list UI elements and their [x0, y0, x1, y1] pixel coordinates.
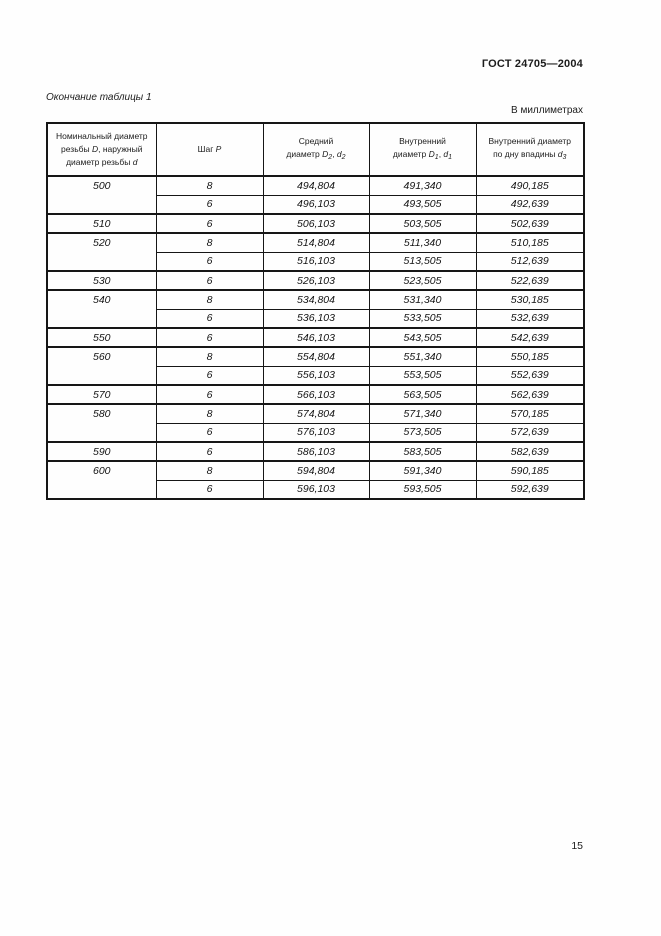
cell-root-diameter: 550,185 [476, 347, 584, 366]
page-number: 15 [571, 840, 583, 852]
cell-nominal-diameter: 600 [47, 461, 156, 499]
cell-pitch: 8 [156, 347, 263, 366]
table-row [47, 404, 584, 423]
cell-pitch-diameter: 576,103 [263, 423, 369, 442]
cell-nominal-diameter: 510 [47, 214, 156, 233]
cell-pitch-diameter: 536,103 [263, 309, 369, 328]
cell-pitch: 6 [156, 328, 263, 347]
cell-pitch-diameter: 574,804 [263, 404, 369, 423]
cell-minor-diameter: 563,505 [369, 385, 476, 404]
cell-minor-diameter: 583,505 [369, 442, 476, 461]
header-text: Номинальный диаметр [55, 130, 148, 141]
symbol-subscript: 1 [448, 154, 453, 162]
cell-minor-diameter: 511,340 [369, 233, 476, 252]
cell-pitch: 8 [156, 290, 263, 309]
cell-nominal-diameter: 540 [47, 290, 156, 328]
cell-nominal-diameter: 530 [47, 271, 156, 290]
table-row [47, 290, 584, 309]
cell-pitch: 6 [156, 385, 263, 404]
table-row [47, 442, 584, 461]
cell-pitch-diameter: 494,804 [263, 176, 369, 195]
header-pitch [156, 123, 263, 176]
header-text: по дну впадины [493, 149, 558, 160]
cell-pitch: 6 [156, 423, 263, 442]
cell-minor-diameter: 503,505 [369, 214, 476, 233]
symbol-letter: d [557, 149, 563, 160]
page-content [46, 0, 583, 936]
symbol-letter: D [322, 149, 329, 160]
header-text: резьбы [61, 143, 92, 154]
cell-pitch-diameter: 546,103 [263, 328, 369, 347]
symbol-letter: d [443, 149, 449, 160]
cell-minor-diameter: 523,505 [369, 271, 476, 290]
header-text: Внутренний [399, 135, 446, 146]
table-continuation-note: Окончание таблицы 1 [46, 92, 152, 103]
table-row [47, 271, 584, 290]
cell-root-diameter: 492,639 [476, 195, 584, 214]
cell-minor-diameter: 493,505 [369, 195, 476, 214]
symbol-letter: d [336, 149, 342, 160]
header-root-diameter [476, 123, 584, 176]
cell-pitch-diameter: 526,103 [263, 271, 369, 290]
cell-root-diameter: 542,639 [476, 328, 584, 347]
table-row [47, 214, 584, 233]
cell-pitch-diameter: 516,103 [263, 252, 369, 271]
cell-root-diameter: 570,185 [476, 404, 584, 423]
cell-pitch: 6 [156, 480, 263, 499]
header-text: Внутренний диаметр [488, 135, 572, 146]
cell-nominal-diameter: 580 [47, 404, 156, 442]
cell-pitch: 6 [156, 195, 263, 214]
table-body [47, 176, 584, 499]
header-text: Средний [298, 135, 334, 146]
header-text: диаметр [286, 149, 323, 160]
cell-pitch: 6 [156, 309, 263, 328]
header-minor-diameter [369, 123, 476, 176]
cell-root-diameter: 572,639 [476, 423, 584, 442]
cell-nominal-diameter: 570 [47, 385, 156, 404]
cell-root-diameter: 530,185 [476, 290, 584, 309]
cell-root-diameter: 590,185 [476, 461, 584, 480]
header-text: , [332, 149, 337, 160]
cell-pitch-diameter: 534,804 [263, 290, 369, 309]
cell-nominal-diameter: 550 [47, 328, 156, 347]
table-row [47, 347, 584, 366]
cell-minor-diameter: 571,340 [369, 404, 476, 423]
cell-root-diameter: 522,639 [476, 271, 584, 290]
cell-pitch: 8 [156, 233, 263, 252]
cell-pitch: 6 [156, 442, 263, 461]
cell-nominal-diameter: 590 [47, 442, 156, 461]
symbol-subscript: 1 [434, 154, 439, 162]
cell-pitch-diameter: 586,103 [263, 442, 369, 461]
cell-root-diameter: 552,639 [476, 366, 584, 385]
symbol-letter: d [132, 157, 138, 168]
cell-minor-diameter: 551,340 [369, 347, 476, 366]
cell-pitch-diameter: 594,804 [263, 461, 369, 480]
cell-root-diameter: 512,639 [476, 252, 584, 271]
table-header [47, 123, 584, 176]
symbol-letter: D [428, 149, 435, 160]
cell-minor-diameter: 491,340 [369, 176, 476, 195]
cell-minor-diameter: 543,505 [369, 328, 476, 347]
cell-minor-diameter: 593,505 [369, 480, 476, 499]
cell-nominal-diameter: 500 [47, 176, 156, 214]
header-text: , [438, 149, 444, 160]
cell-pitch-diameter: 496,103 [263, 195, 369, 214]
cell-minor-diameter: 531,340 [369, 290, 476, 309]
cell-root-diameter: 502,639 [476, 214, 584, 233]
cell-pitch-diameter: 556,103 [263, 366, 369, 385]
cell-pitch: 8 [156, 461, 263, 480]
doc-number-heading: ГОСТ 24705—2004 [481, 58, 583, 70]
cell-pitch-diameter: 506,103 [263, 214, 369, 233]
units-note: В миллиметрах [511, 105, 583, 116]
cell-root-diameter: 532,639 [476, 309, 584, 328]
cell-pitch: 6 [156, 214, 263, 233]
table-row [47, 328, 584, 347]
table-row [47, 233, 584, 252]
cell-pitch: 8 [156, 176, 263, 195]
cell-pitch-diameter: 554,804 [263, 347, 369, 366]
cell-pitch: 6 [156, 366, 263, 385]
table-row [47, 385, 584, 404]
cell-pitch-diameter: 596,103 [263, 480, 369, 499]
cell-nominal-diameter: 520 [47, 233, 156, 271]
header-pitch-diameter [263, 123, 369, 176]
cell-pitch: 6 [156, 252, 263, 271]
cell-minor-diameter: 591,340 [369, 461, 476, 480]
thread-diameters-table [46, 122, 585, 500]
cell-minor-diameter: 513,505 [369, 252, 476, 271]
cell-minor-diameter: 573,505 [369, 423, 476, 442]
cell-pitch: 6 [156, 271, 263, 290]
symbol-letter: P [215, 143, 222, 154]
symbol-subscript: 2 [328, 154, 333, 162]
cell-root-diameter: 562,639 [476, 385, 584, 404]
cell-root-diameter: 592,639 [476, 480, 584, 499]
cell-minor-diameter: 533,505 [369, 309, 476, 328]
header-text: , наружный [98, 143, 143, 154]
cell-pitch-diameter: 514,804 [263, 233, 369, 252]
header-text: диаметр резьбы [66, 157, 133, 168]
table-row [47, 461, 584, 480]
symbol-subscript: 3 [562, 154, 567, 162]
symbol-subscript: 2 [341, 154, 346, 162]
header-nominal-diameter [47, 123, 156, 176]
cell-root-diameter: 490,185 [476, 176, 584, 195]
cell-root-diameter: 582,639 [476, 442, 584, 461]
cell-nominal-diameter: 560 [47, 347, 156, 385]
cell-root-diameter: 510,185 [476, 233, 584, 252]
header-text: Шаг [197, 143, 216, 154]
cell-pitch: 8 [156, 404, 263, 423]
table-header-row [47, 123, 584, 176]
cell-minor-diameter: 553,505 [369, 366, 476, 385]
header-text: диаметр [392, 149, 429, 160]
cell-pitch-diameter: 566,103 [263, 385, 369, 404]
symbol-letter: D [91, 143, 99, 154]
table-row [47, 176, 584, 195]
